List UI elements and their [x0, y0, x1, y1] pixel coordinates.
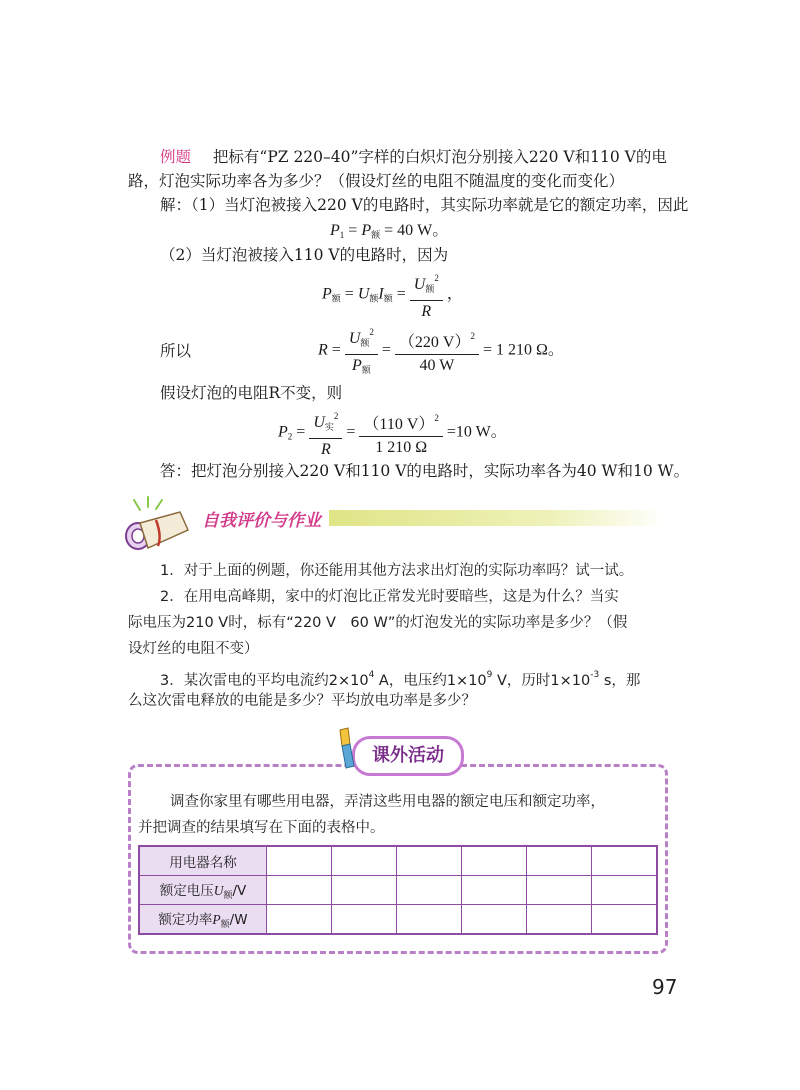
row-header-voltage: 额定电压$U_额/V$ — [139, 876, 267, 905]
table-cell[interactable] — [462, 876, 527, 905]
so-label: 所以 — [160, 342, 192, 360]
table-cell[interactable] — [527, 876, 592, 905]
row-header-power: 额定功率$P_额/W$ — [139, 905, 267, 935]
table-row — [139, 846, 657, 876]
table-cell[interactable] — [267, 905, 332, 935]
row-header-appliance: 用电器名称 — [139, 846, 267, 876]
question-1: 1．对于上面的例题，你还能用其他方法求出灯泡的实际功率吗？试一试。 — [160, 563, 634, 579]
scroll-icon — [118, 496, 198, 560]
question-3-line-1: 3．某次雷电的平均电流约$2\times 10^4$ A，电压约$1\times 10^9$ V，历时$1\times 10^{-3}$ s，那 — [160, 670, 641, 689]
assume-line: 假设灯泡的电阻R不变，则 — [160, 384, 343, 402]
table-cell[interactable] — [267, 846, 332, 876]
question-2-line-1: 2．在用电高峰期，家中的灯泡比正常发光时要暗些，这是为什么？当实 — [160, 589, 619, 605]
example-line-2: 路，灯泡实际功率各为多少？（假设灯丝的电阻不随温度的变化而变化） — [128, 172, 625, 190]
table-cell[interactable] — [592, 876, 658, 905]
question-2-line-3: 设灯丝的电阻不变） — [128, 641, 259, 657]
table-cell[interactable] — [397, 905, 462, 935]
question-2-line-2: 际电压为210 V时，标有“220 V 60 W”的灯泡发光的实际功率是多少？（假 — [128, 615, 628, 631]
equation-3: R = $\frac{U_额^2}{P_额}$ = $\frac{(220 V)^2}{40 W}$ = 1 210 Ω。 — [318, 322, 564, 380]
table-cell[interactable] — [397, 876, 462, 905]
table-cell[interactable] — [332, 846, 397, 876]
table-cell[interactable] — [527, 905, 592, 935]
table-cell[interactable] — [397, 846, 462, 876]
table-row — [139, 905, 657, 935]
activity-line-1: 调查你家里有哪些用电器，弄清这些用电器的额定电压和额定功率， — [170, 794, 605, 810]
table-cell[interactable] — [462, 905, 527, 935]
survey-table — [138, 845, 658, 935]
activity-line-2: 并把调查的结果填写在下面的表格中。 — [138, 820, 385, 836]
solution-line-2: （2）当灯泡被接入110 V的电路时，因为 — [160, 246, 449, 264]
answer-line: 答：把灯泡分别接入220 V和110 V的电路时，实际功率各为40 W和10 W。 — [160, 462, 690, 480]
brush-icon — [332, 726, 362, 774]
table-cell[interactable] — [332, 905, 397, 935]
selfeval-title: 自我评价与作业 — [198, 506, 329, 531]
table-cell[interactable] — [592, 905, 658, 935]
equation-4: $P_2$ = $\frac{U_实^2}{R}$ = $\frac{(110 V)^2}{1 210 \Omega}$ =10 W。 — [278, 406, 507, 460]
table-row — [139, 876, 657, 905]
page-number: 97 — [652, 975, 678, 999]
table-cell[interactable] — [462, 846, 527, 876]
example-line-1 — [160, 144, 667, 170]
table-cell[interactable] — [267, 876, 332, 905]
activity-title: 课外活动 — [352, 736, 464, 776]
equation-1: $P_1 = P_额 = 40$ W。 — [330, 222, 449, 240]
example-label: 例题 — [160, 148, 192, 166]
question-3-line-2: 么这次雷电释放的电能是多少？平均放电功率是多少？ — [128, 693, 476, 709]
table-cell[interactable] — [527, 846, 592, 876]
example-text-1: 把标有“PZ 220–40”字样的白炽灯泡分别接入220 V和110 V的电 — [212, 148, 667, 166]
solution-line-1: 解：（1）当灯泡被接入220 V的电路时，其实际功率就是它的额定功率，因此 — [160, 196, 689, 214]
table-cell[interactable] — [332, 876, 397, 905]
equation-2: $P_额 = U_额I_额$ = $\frac{U_额^2}{R}$ ， — [322, 268, 463, 322]
table-cell[interactable] — [592, 846, 658, 876]
